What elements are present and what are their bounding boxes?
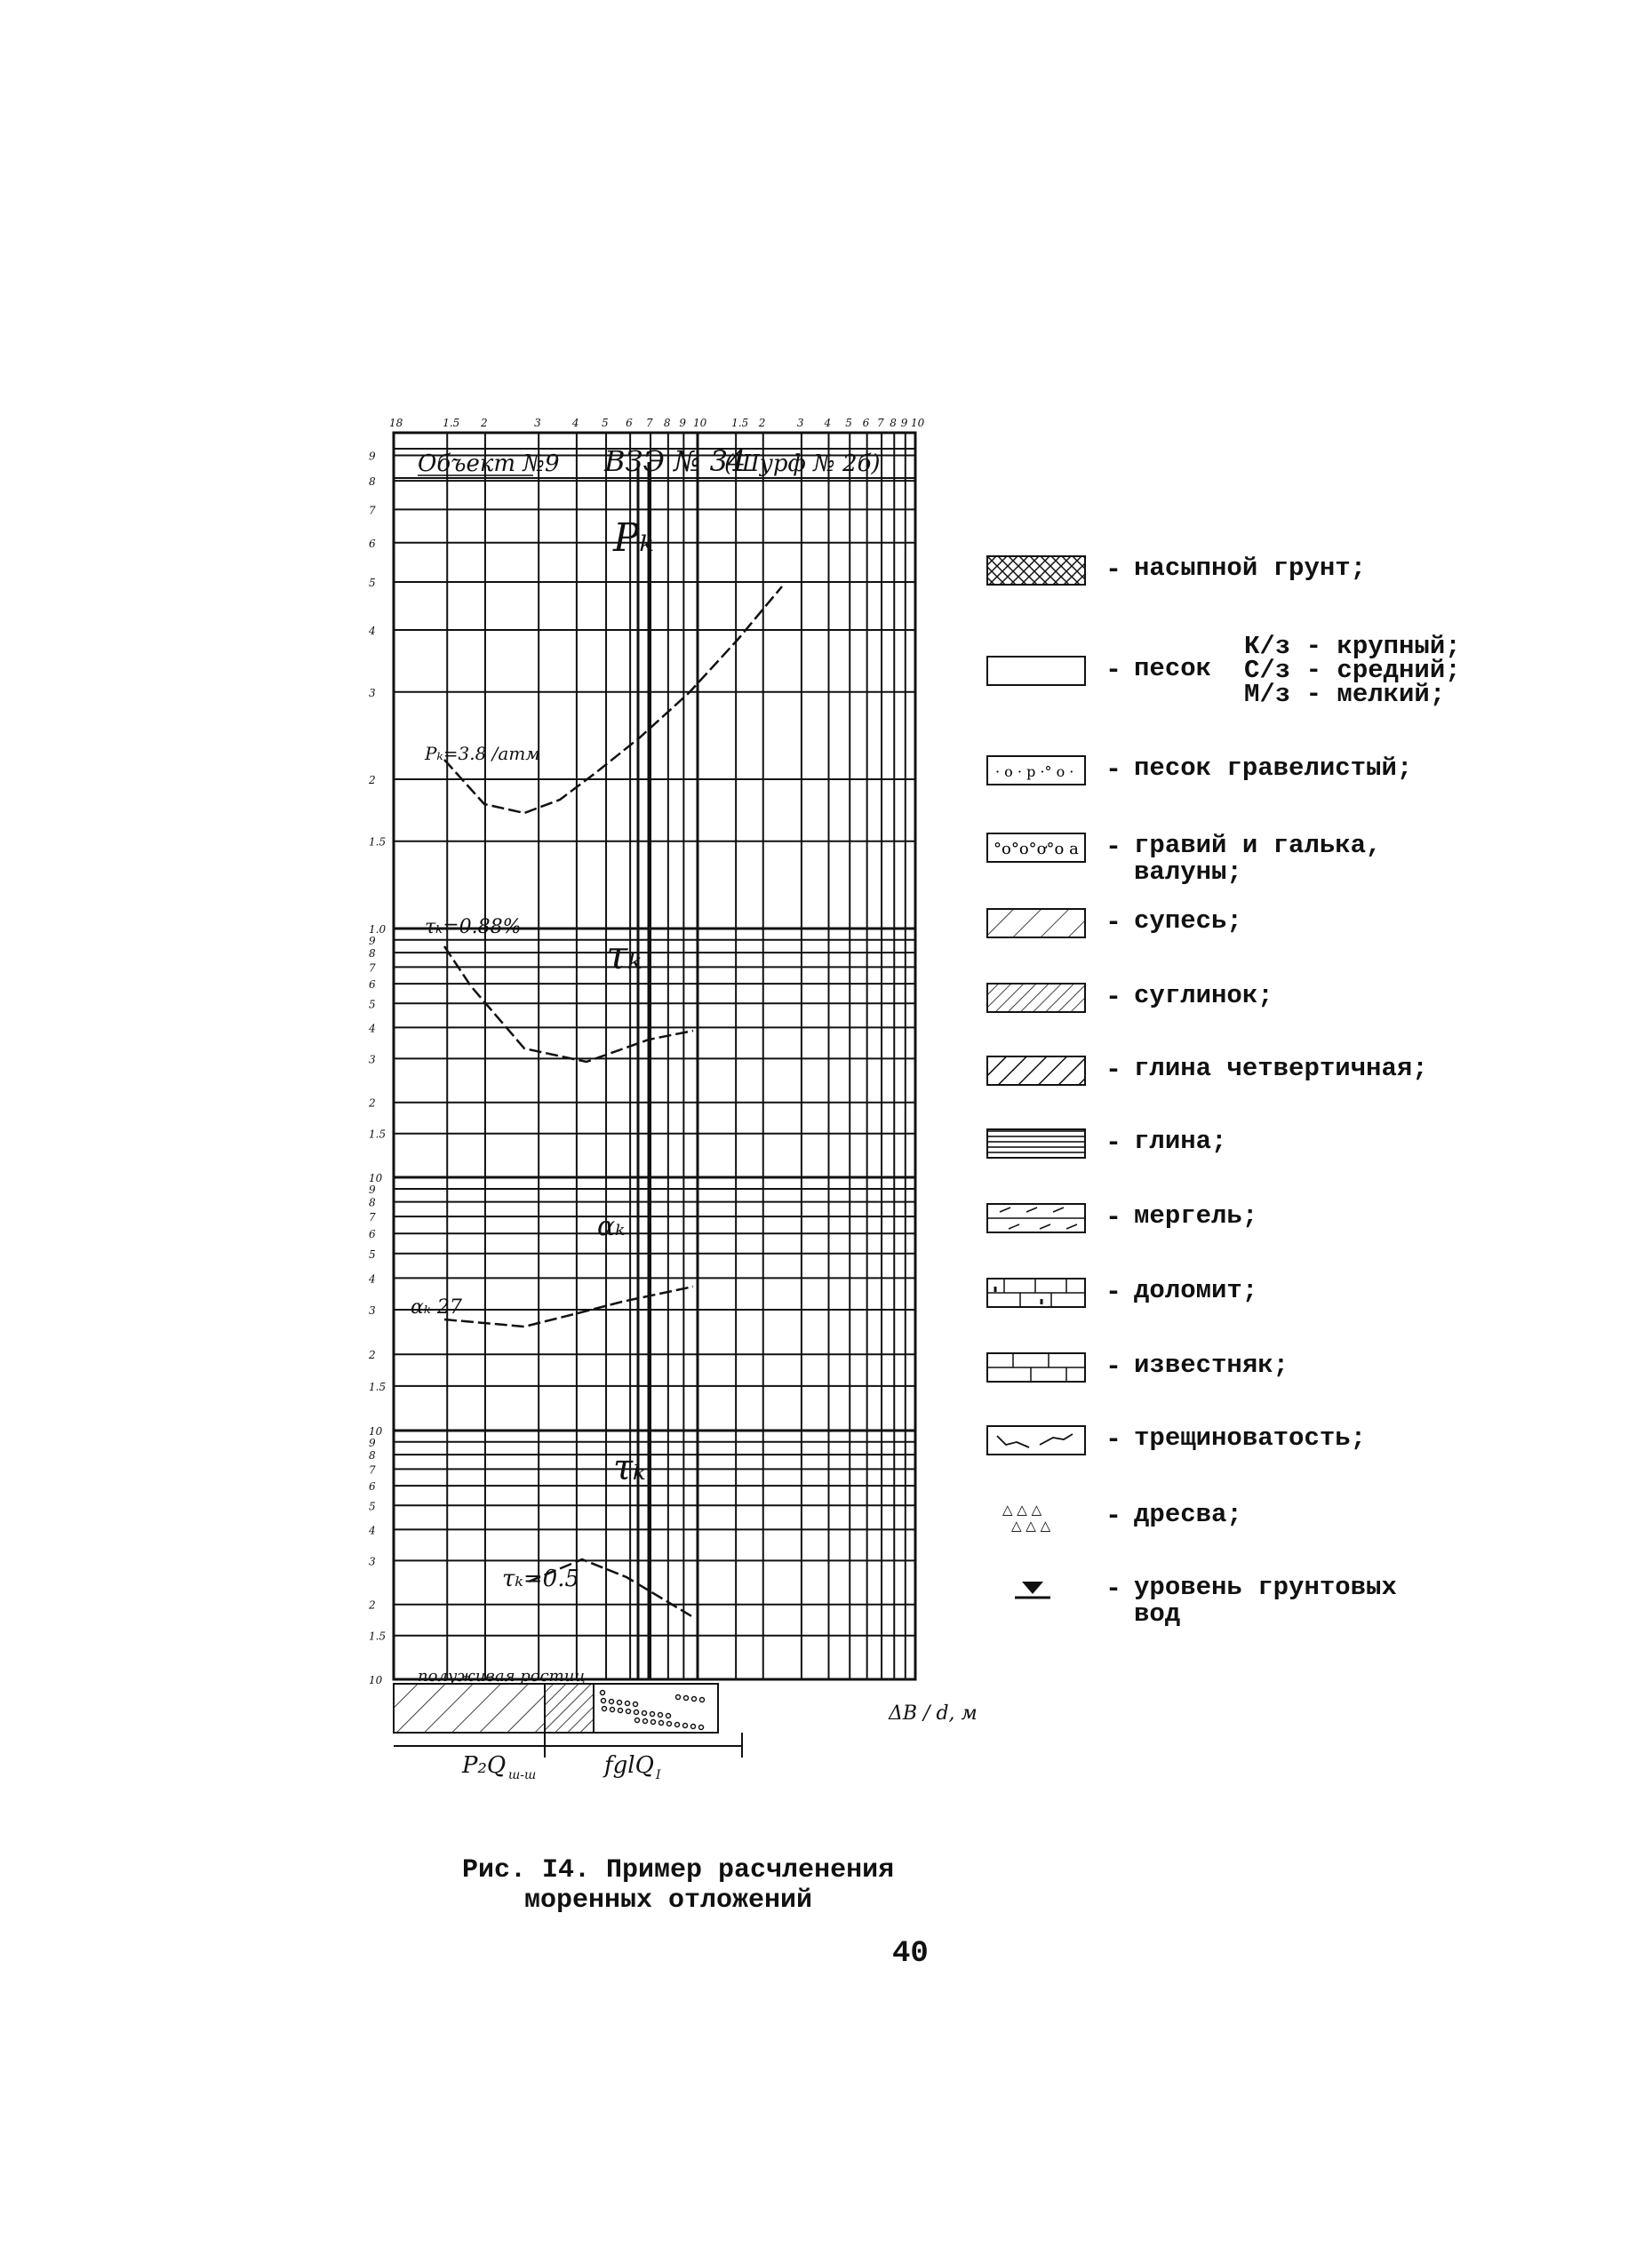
left-scale-tick: 5 [369,576,376,589]
gravel-dot [601,1691,605,1695]
label-alpha-value: αₖ 27 [411,1296,462,1319]
left-scale-tick: 1.5 [369,1128,387,1141]
gravel-dot [643,1719,648,1724]
sand-subtypes [1244,632,1461,709]
legend-label: песок гравелистый; [1134,753,1413,783]
left-scale-tick: 8 [369,475,376,489]
gravel-dot [691,1725,696,1729]
gravel-dot [619,1709,623,1713]
top-scale-tick: 6 [862,417,870,429]
left-scale-tick: 3 [369,1053,376,1066]
top-scale-tick: 7 [877,417,884,429]
legend-label: трещиноватость; [1134,1423,1367,1453]
label-p-value: Pₖ=3.8 /атм [425,743,540,764]
legend-swatch-blank [986,656,1086,686]
legend-swatch-thick-hatch [986,1056,1086,1086]
top-scale-tick: 18 [389,417,403,429]
chart-frame [394,433,915,1679]
gravel-dot [692,1697,697,1702]
left-scale-tick: 3 [369,686,376,699]
strata-left-sub: ш-ш [508,1768,537,1782]
strata-gravelly [545,1684,594,1733]
left-scale-tick: 10 [369,1674,383,1686]
page-number: 40 [892,1937,929,1971]
top-scale-tick: 4 [824,417,832,429]
figure-caption [462,1855,894,1916]
legend-item [986,1278,1257,1308]
legend-swatch-crosshatch [986,555,1086,586]
legend-item [986,1203,1257,1233]
left-scale-tick: 2 [369,774,376,787]
gravel-dot [650,1712,655,1717]
legend-item [986,908,1242,938]
legend-label: глина четвертичная; [1134,1054,1428,1083]
legend-dash: - [1105,908,1122,938]
left-scale-tick: 5 [369,998,376,1011]
gravel-dot [634,1710,639,1715]
label-t-curve: τₖ [606,933,642,978]
gravel-dot [659,1721,664,1726]
legend-dash: - [1105,1278,1122,1308]
legend-label: гравий и галька, валуны; [1134,831,1382,887]
left-scale-tick: 6 [369,1228,376,1241]
legend-dash: - [1105,1352,1122,1383]
legend-swatch-horizontal-lines [986,1128,1086,1159]
sand-subtype-coarse: К/з - крупный; [1244,632,1461,661]
legend-label: доломит; [1134,1276,1258,1305]
top-scale-tick: 10 [911,417,925,429]
legend-swatch-fracture [986,1425,1086,1455]
left-scale-tick: 5 [369,1248,376,1261]
label-alpha-curve: αₖ [597,1211,626,1242]
legend-swatch-water-level [986,1574,1086,1605]
gravel-dot [611,1708,615,1712]
left-scale-tick: 2 [369,1349,376,1362]
label-t-value: τₖ=0.88% [425,916,522,938]
legend-dash: - [1105,1203,1122,1233]
gravel-dot [635,1718,640,1723]
gravel-dot [666,1714,671,1718]
gravel-dot [651,1720,656,1725]
left-scale-tick: 8 [369,1449,376,1463]
top-scale-tick: 9 [679,417,686,429]
strip-note: полуживая ростиц [418,1667,586,1686]
left-scale-tick: 3 [369,1555,376,1568]
legend-swatch-gravelly-sand [986,755,1086,785]
top-scale-tick: 3 [796,417,804,429]
gravel-dot [634,1702,638,1707]
legend-label: глина; [1134,1127,1227,1156]
gravel-dot [684,1696,689,1701]
gravel-dot [667,1722,672,1726]
legend-item [986,1352,1289,1383]
left-scale-tick: 8 [369,947,376,961]
top-scale-tick: 3 [534,417,541,429]
gravel-dot [675,1723,680,1727]
legend-dash: - [1105,1425,1122,1455]
top-scale-tick: 9 [900,417,908,429]
gravel-dot [603,1707,607,1711]
gravel-dot [610,1700,614,1704]
top-scale-tick: 6 [626,417,633,429]
axis-end-label: ΔВ / d, м [889,1702,978,1725]
gravel-dot [699,1726,704,1730]
left-scale-tick: 9 [369,450,376,463]
left-scale-tick: 7 [369,1463,376,1477]
left-scale-tick: 7 [369,504,376,517]
label-tau-value: τₖ=0.5 [502,1566,580,1592]
legend-swatch-marl [986,1203,1086,1233]
top-scale-tick: 5 [602,417,609,429]
legend-swatch-gravel [986,833,1086,863]
legend-item [986,1056,1428,1086]
left-scale-tick: 2 [369,1096,376,1110]
gravel-dot [626,1702,630,1706]
caption-line-1: Рис. I4. Пример расчленения [462,1855,895,1885]
legend-swatch-sparse-hatch [986,908,1086,938]
sand-subtype-medium: С/з - средний; [1244,656,1461,685]
legend-item [986,555,1366,586]
top-scale-tick: 1.5 [731,417,749,429]
legend-item [986,1574,1397,1628]
label-tau-curve: τₖ [613,1447,646,1488]
header-object-label: Объект №9 [418,450,560,477]
left-scale-tick: 4 [369,1272,376,1286]
strata-right-sub: I [656,1768,661,1782]
left-scale-tick: 6 [369,978,376,992]
legend-label: песок [1134,654,1212,683]
label-p-curve: Pₖ [613,515,654,561]
left-scale-tick: 2 [369,1598,376,1612]
legend-dash: - [1105,656,1122,686]
gravel-dot [683,1724,688,1728]
gravel-dot [642,1711,647,1716]
left-scale-tick: 7 [369,1211,376,1224]
top-scale-tick: 2 [758,417,766,429]
left-scale-tick: 1.5 [369,1630,387,1643]
gravel-dot [700,1698,705,1702]
legend-swatch-triangles [986,1502,1086,1532]
legend-label: дресва; [1134,1500,1242,1529]
chart-grid [368,417,925,1686]
top-scale-tick: 8 [890,417,897,429]
legend-item [986,833,1381,886]
left-scale-tick: 9 [369,934,376,947]
left-scale-tick: 9 [369,1436,376,1449]
legend-label: насыпной грунт; [1134,554,1367,583]
left-scale-tick: 1.5 [369,835,387,849]
legend-dash: - [1105,555,1122,586]
top-scale-tick: 2 [480,417,488,429]
legend-label: суглинок; [1134,981,1273,1010]
sand-subtype-fine: М/з - мелкий; [1244,680,1446,709]
legend-dash: - [1105,833,1122,863]
legend-item [986,1128,1226,1159]
legend-dash: - [1105,1056,1122,1086]
legend-label: мергель; [1134,1201,1258,1231]
strata-right-label: fglQ [604,1752,654,1779]
legend-dash: - [1105,1128,1122,1159]
legend-swatch-limestone [986,1352,1086,1383]
legend-swatch-dolomite [986,1278,1086,1308]
left-scale-tick: 3 [369,1304,376,1318]
caption-line-2: моренных отложений [524,1885,813,1916]
top-scale-tick: 10 [693,417,707,429]
gravel-dot [676,1695,681,1700]
svg-text:△ △ △: △ △ △ [1002,1502,1042,1518]
left-scale-tick: 4 [369,625,376,638]
top-scale-tick: 8 [663,417,671,429]
gravel-dot [658,1713,663,1718]
svg-text:°o°o°ơ°o a: °o°o°ơ°o a [994,840,1079,858]
gravel-dot [602,1699,606,1703]
svg-text:△ △ △: △ △ △ [1011,1518,1051,1532]
legend-item [986,755,1412,785]
strata-suglinok [394,1684,545,1733]
svg-text:· o · p ·° o ·: · o · p ·° o · [995,763,1074,780]
left-scale-tick: 4 [369,1022,376,1035]
left-scale-tick: 9 [369,1184,376,1197]
left-scale-tick: 8 [369,1196,376,1209]
top-scale-tick: 7 [646,417,653,429]
strata-left-label: P₂Q [462,1752,507,1779]
left-scale-tick: 4 [369,1524,376,1537]
legend-dash: - [1105,1502,1122,1532]
legend-dash: - [1105,1574,1122,1605]
top-scale-tick: 5 [845,417,852,429]
chart-overlays [394,444,978,1782]
legend-item [986,656,1211,686]
left-scale-tick: 7 [369,961,376,975]
alpha-curve [444,1287,693,1327]
header-well-label: ВЗЭ № 34 [604,444,746,478]
legend-item [986,983,1273,1013]
top-scale-tick: 1.5 [443,417,460,429]
header-pit-label: (Шурф № 2б) [724,450,881,477]
left-scale-tick: 1.5 [369,1380,387,1393]
left-scale-tick: 6 [369,537,376,550]
legend-dash: - [1105,755,1122,785]
legend-label: супесь; [1134,906,1242,936]
legend-item [986,1502,1242,1532]
legend-swatch-dense-hatch [986,983,1086,1013]
gravel-dot [618,1701,622,1705]
top-scale-tick: 4 [571,417,579,429]
left-scale-tick: 5 [369,1500,376,1513]
left-scale-tick: 1.0 [369,923,387,936]
legend-label: уровень грунтовых вод [1134,1573,1397,1629]
legend-item [986,1425,1366,1455]
left-scale-tick: 6 [369,1480,376,1494]
left-scale-tick: 10 [369,1425,383,1438]
left-scale-tick: 10 [369,1172,383,1184]
legend-label: известняк; [1134,1351,1289,1380]
legend-dash: - [1105,983,1122,1013]
gravel-dot [626,1710,631,1714]
